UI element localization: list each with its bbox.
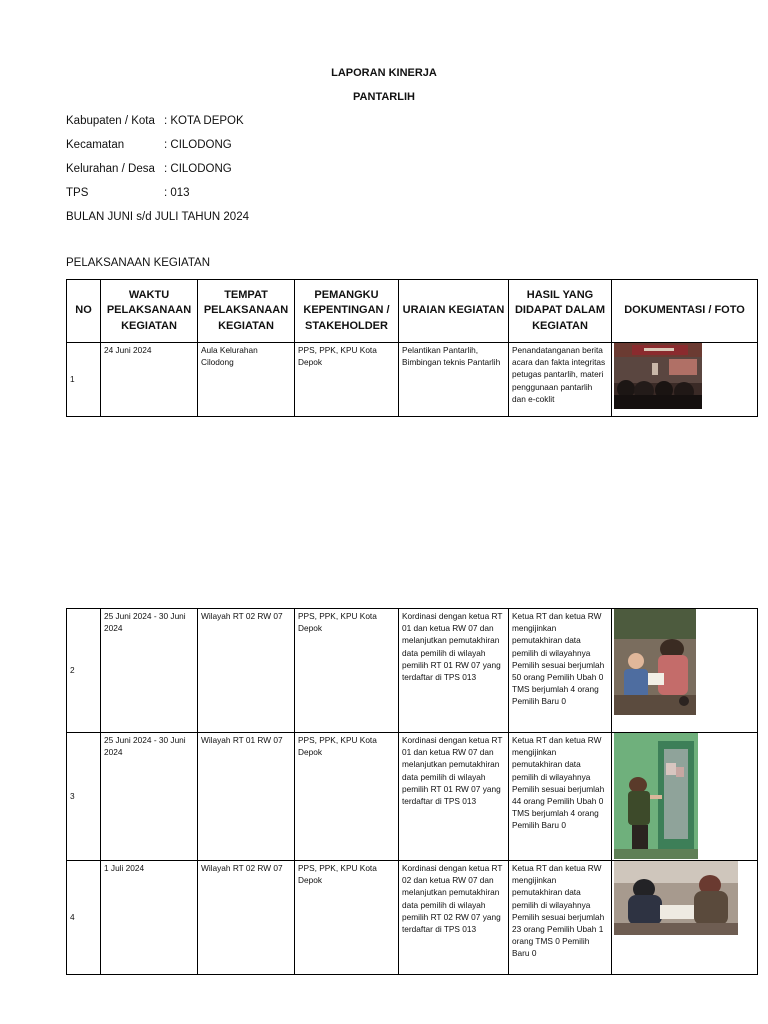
cell-uraian: Kordinasi dengan ketua RT 01 dan ketua RW 07 dan melanjutkan pemutakhiran data pemilih di wilayah pemilih RT 01 RW 07 yang terdaftar di TPS 013 xyxy=(399,733,509,861)
cell-hasil: Ketua RT dan ketua RW mengijinkan pemutakhiran data pemilih di wilayahnya Pemilih sesuai berjumlah 44 orang Pemilih Ubah 0 TMS berjumlah 4 orang Pemilih Baru 0 xyxy=(509,733,612,861)
photo-training-hall xyxy=(614,343,702,409)
cell-stakeholder: PPS, PPK, KPU Kota Depok xyxy=(295,733,399,861)
report-subtitle: PANTARLIH xyxy=(353,91,415,103)
info-label: Kelurahan / Desa xyxy=(66,163,155,175)
cell-stakeholder: PPS, PPK, KPU Kota Depok xyxy=(295,861,399,975)
cell-photo xyxy=(612,609,758,733)
cell-uraian: Kordinasi dengan ketua RT 01 dan ketua RW 07 dan melanjutkan pemutakhiran data pemilih di wilayah pemilih RT 01 RW 07 yang terdaftar di TPS 013 xyxy=(399,609,509,733)
info-value: : KOTA DEPOK xyxy=(164,115,244,127)
activity-table-part-1 xyxy=(66,279,758,417)
header-no: NO xyxy=(67,280,101,343)
table-row xyxy=(67,343,758,417)
photo-house-sticker xyxy=(614,733,698,859)
header-uraian: URAIAN KEGIATAN xyxy=(399,280,509,343)
header-dokumentasi: DOKUMENTASI / FOTO xyxy=(612,280,758,343)
cell-photo xyxy=(612,861,758,975)
cell-waktu: 25 Juni 2024 - 30 Juni 2024 xyxy=(101,733,198,861)
cell-no: 2 xyxy=(67,609,101,733)
cell-hasil: Ketua RT dan ketua RW mengijinkan pemutakhiran data pemilih di wilayahnya Pemilih sesuai berjumlah 23 orang Pemilih Ubah 1 orang TMS 0 Pemilih Baru 0 xyxy=(509,861,612,975)
info-tps xyxy=(66,187,190,199)
activity-table-part-2 xyxy=(66,608,758,975)
cell-photo xyxy=(612,733,758,861)
cell-stakeholder: PPS, PPK, KPU Kota Depok xyxy=(295,343,399,417)
info-label: TPS xyxy=(66,187,89,199)
photo-coordination-meeting xyxy=(614,861,738,935)
cell-hasil: Ketua RT dan ketua RW mengijinkan pemutakhiran data pemilih di wilayahnya Pemilih sesuai berjumlah 50 orang Pemilih Ubah 0 TMS berjumlah 4 orang Pemilih Baru 0 xyxy=(509,609,612,733)
info-value: : 013 xyxy=(164,187,190,199)
cell-waktu: 25 Juni 2024 - 30 Juni 2024 xyxy=(101,609,198,733)
header-tempat: TEMPAT PELAKSANAAN KEGIATAN xyxy=(198,280,295,343)
report-title: LAPORAN KINERJA xyxy=(331,67,437,79)
cell-tempat: Wilayah RT 02 RW 07 xyxy=(198,861,295,975)
cell-tempat: Wilayah RT 01 RW 07 xyxy=(198,733,295,861)
header-waktu: WAKTU PELAKSANAAN KEGIATAN xyxy=(101,280,198,343)
header-stakeholder: PEMANGKU KEPENTINGAN / STAKEHOLDER xyxy=(295,280,399,343)
table-row xyxy=(67,609,758,733)
info-label: Kabupaten / Kota xyxy=(66,115,155,127)
table-row xyxy=(67,733,758,861)
period-text: BULAN JUNI s/d JULI TAHUN 2024 xyxy=(66,211,249,223)
table-header-row xyxy=(67,280,758,343)
cell-waktu: 1 Juli 2024 xyxy=(101,861,198,975)
table-row xyxy=(67,861,758,975)
cell-photo xyxy=(612,343,758,417)
info-kecamatan xyxy=(66,139,232,151)
cell-uraian: Kordinasi dengan ketua RT 02 dan ketua RW 07 dan melanjutkan pemutakhiran data pemilih di wilayah pemilih RT 02 RW 07 yang terdaftar di TPS 013 xyxy=(399,861,509,975)
cell-waktu: 24 Juni 2024 xyxy=(101,343,198,417)
info-value: : CILODONG xyxy=(164,139,232,151)
cell-no: 1 xyxy=(67,343,101,417)
cell-tempat: Aula Kelurahan Cilodong xyxy=(198,343,295,417)
photo-door-to-door-visit xyxy=(614,609,696,715)
info-kelurahan xyxy=(66,163,232,175)
info-kabupaten xyxy=(66,115,244,127)
cell-hasil: Penandatanganan berita acara dan fakta integritas petugas pantarlih, materi penggunaan pantarlih dan e-coklit xyxy=(509,343,612,417)
info-label: Kecamatan xyxy=(66,139,125,151)
info-value: : CILODONG xyxy=(164,163,232,175)
cell-uraian: Pelantikan Pantarlih, Bimbingan teknis Pantarlih xyxy=(399,343,509,417)
cell-no: 3 xyxy=(67,733,101,861)
cell-stakeholder: PPS, PPK, KPU Kota Depok xyxy=(295,609,399,733)
cell-tempat: Wilayah RT 02 RW 07 xyxy=(198,609,295,733)
header-hasil: HASIL YANG DIDAPAT DALAM KEGIATAN xyxy=(509,280,612,343)
section-title: PELAKSANAAN KEGIATAN xyxy=(66,257,211,269)
cell-no: 4 xyxy=(67,861,101,975)
